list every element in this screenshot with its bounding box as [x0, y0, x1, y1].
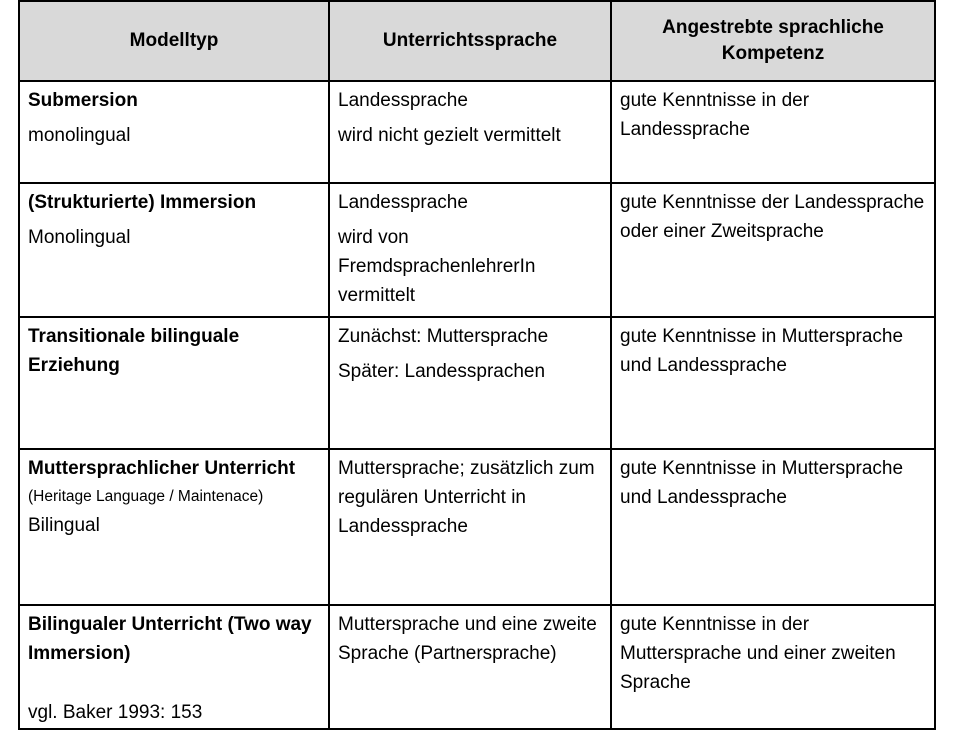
model-sub: Monolingual [28, 227, 131, 248]
model-cell [19, 317, 329, 449]
model-cell [19, 183, 329, 317]
competence-cell [611, 183, 935, 317]
competence-text: gute Kenntnisse in Muttersprache und Landessprache [620, 326, 904, 376]
competence-cell [611, 449, 935, 605]
table-row [19, 81, 935, 183]
competence-cell [611, 81, 935, 183]
competence-text: gute Kenntnisse in der Landessprache [620, 90, 810, 140]
table-row [19, 605, 935, 729]
language-cell [329, 449, 611, 605]
model-title: Muttersprachlicher Unterricht [28, 458, 296, 479]
model-title: Bilingualer Unterricht (Two way Immersion) [28, 614, 312, 664]
model-sub: monolingual [28, 125, 131, 146]
source-citation: vgl. Baker 1993: 153 [28, 702, 203, 723]
competence-text: gute Kenntnisse in Muttersprache und Landessprache [620, 458, 904, 508]
model-title: (Strukturierte) Immersion [28, 192, 257, 213]
table-row [19, 317, 935, 449]
language-line: Muttersprache; zusätzlich zum regulären Unterricht in Landessprache [338, 458, 595, 537]
language-cell [329, 81, 611, 183]
model-cell [19, 605, 329, 729]
model-note: (Heritage Language / Maintenace) [28, 488, 264, 505]
header-modelltyp: Modelltyp [19, 1, 329, 81]
header-unterrichtssprache: Unterrichtssprache [329, 1, 611, 81]
competence-text: gute Kenntnisse der Landessprache oder einer Zweitsprache [620, 192, 925, 242]
model-title: Submersion [28, 90, 138, 111]
language-cell [329, 183, 611, 317]
model-sub: Bilingual [28, 515, 100, 536]
language-line: Später: Landessprachen [338, 361, 546, 382]
models-table [18, 0, 936, 730]
competence-cell [611, 317, 935, 449]
language-line: Muttersprache und eine zweite Sprache (Partnersprache) [338, 614, 597, 664]
language-cell [329, 605, 611, 729]
table-row [19, 449, 935, 605]
header-row [19, 1, 935, 81]
language-line: Zunächst: Muttersprache [338, 326, 549, 347]
model-title: Transitionale bilinguale Erziehung [28, 326, 240, 376]
language-line: Landessprache [338, 192, 468, 213]
language-line: Landessprache [338, 90, 468, 111]
language-cell [329, 317, 611, 449]
model-cell [19, 449, 329, 605]
header-kompetenz: Angestrebte sprachliche Kompetenz [611, 1, 935, 81]
model-cell [19, 81, 329, 183]
competence-text: gute Kenntnisse in der Muttersprache und einer zweiten Sprache [620, 614, 896, 693]
language-line: wird nicht gezielt vermittelt [338, 125, 561, 146]
language-line: wird von FremdsprachenlehrerIn vermittelt [338, 227, 536, 306]
table-row [19, 183, 935, 317]
competence-cell [611, 605, 935, 729]
